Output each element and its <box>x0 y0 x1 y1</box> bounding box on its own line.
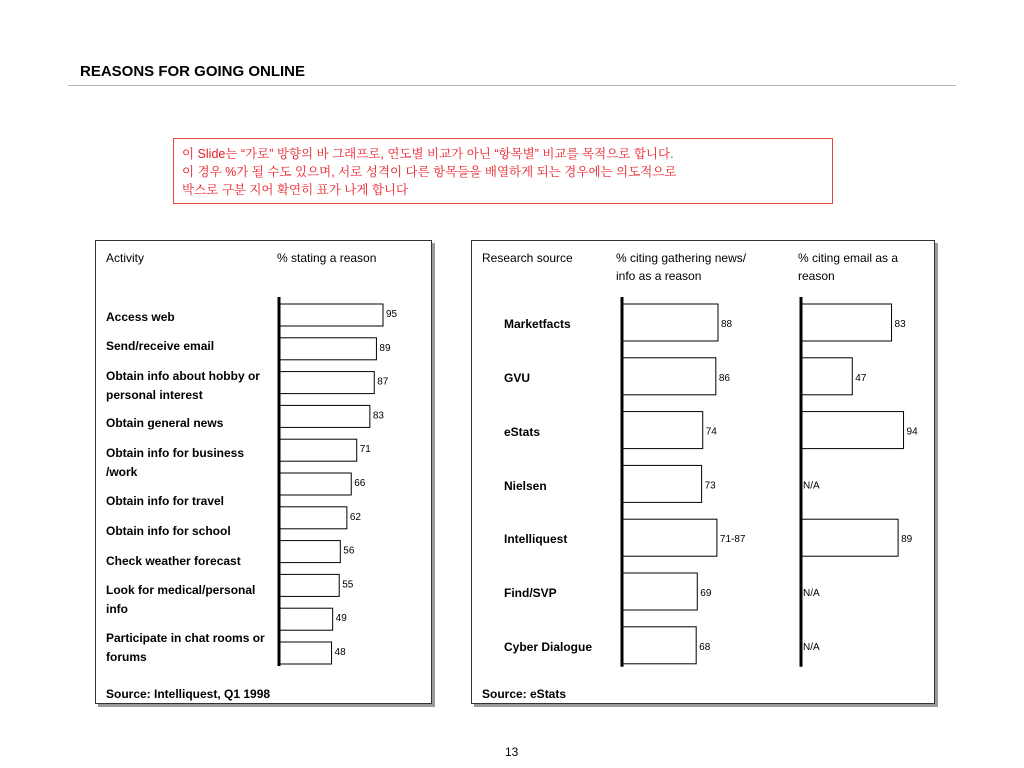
activity-bar <box>279 372 374 394</box>
email-bar <box>801 358 852 395</box>
email-bar <box>801 519 898 556</box>
page-title: REASONS FOR GOING ONLINE <box>80 63 306 80</box>
source-label: Intelliquest <box>504 532 568 546</box>
category-label: Obtain info for business /work <box>106 446 245 479</box>
page-number: 13 <box>505 745 519 759</box>
source-label: GVU <box>504 371 531 385</box>
research-source-chart-panel <box>471 240 935 704</box>
activity-bar <box>279 473 351 495</box>
email-bar <box>801 412 904 449</box>
news-value-label: 71-87 <box>719 534 746 546</box>
activity-bar <box>279 439 357 461</box>
news-bar <box>622 465 702 502</box>
source-label: Marketfacts <box>504 317 571 331</box>
category-label: Obtain general news <box>106 416 224 430</box>
activity-bar <box>279 574 339 596</box>
category-label: Check weather forecast <box>106 554 241 568</box>
research-source-column-header: Research source <box>482 251 573 265</box>
news-column-header-line: info as a reason <box>616 269 702 283</box>
activity-value-label: 62 <box>349 511 361 523</box>
category-label: Access web <box>106 310 175 324</box>
activity-bar <box>279 541 340 563</box>
category-label: Send/receive email <box>106 339 215 353</box>
news-column-header-line: % citing gathering news/ <box>616 251 747 265</box>
activity-bar <box>279 304 383 326</box>
email-value-label: 89 <box>901 534 913 546</box>
news-value-label: 86 <box>718 372 730 384</box>
email-column-header-line: reason <box>798 269 835 283</box>
activity-column-header: Activity <box>106 251 145 265</box>
activity-bar <box>279 642 332 664</box>
news-bar <box>622 627 696 664</box>
source-label: Find/SVP <box>504 586 557 600</box>
activity-bar <box>279 507 347 529</box>
category-label: Look for medical/personal info <box>106 583 256 616</box>
email-column-header-line: % citing email as a <box>798 251 899 265</box>
news-bar <box>622 573 697 610</box>
activity-value-label: 71 <box>359 444 371 456</box>
email-value-label: 47 <box>855 372 867 384</box>
annotation-box <box>173 138 833 204</box>
news-value-label: 88 <box>721 319 733 330</box>
news-bar <box>622 304 718 341</box>
source-label: eStats <box>504 425 541 439</box>
activity-value-label: 95 <box>386 309 398 320</box>
news-value-label: 68 <box>699 641 711 653</box>
activity-chart-panel <box>95 240 432 704</box>
percent-column-header: % stating a reason <box>277 251 377 265</box>
source-note: Source: eStats <box>482 687 567 701</box>
activity-value-label: 66 <box>354 478 366 489</box>
news-bar <box>622 519 717 556</box>
email-value-label: N/A <box>803 480 820 492</box>
activity-bar <box>279 338 376 360</box>
annotation-line: 이 Slide는 “가로” 방향의 바 그래프로, 연도별 비교가 아닌 “항목별” 비교를 목적으로 합니다. <box>182 147 674 161</box>
news-bar <box>622 412 703 449</box>
source-label: Cyber Dialogue <box>504 640 593 654</box>
category-label: Obtain info for school <box>106 524 231 538</box>
activity-value-label: 48 <box>334 647 346 658</box>
activity-value-label: 55 <box>342 579 354 591</box>
source-note: Source: Intelliquest, Q1 1998 <box>106 687 271 701</box>
news-value-label: 74 <box>705 426 717 438</box>
news-value-label: 73 <box>704 480 716 492</box>
activity-value-label: 49 <box>335 613 347 625</box>
email-bar <box>801 304 892 341</box>
source-label: Nielsen <box>504 479 547 493</box>
category-label: Obtain info about hobby or personal interest <box>106 369 260 402</box>
annotation-line: 이 경우 %가 될 수도 있으며, 서로 성격이 다른 항목들을 배열하게 되는 경우에는 의도적으로 <box>182 165 677 179</box>
email-value-label: N/A <box>803 641 820 653</box>
activity-value-label: 87 <box>377 376 389 388</box>
activity-bar <box>279 405 370 427</box>
email-value-label: N/A <box>803 588 820 599</box>
title-divider <box>68 85 956 86</box>
news-value-label: 69 <box>700 588 712 599</box>
category-label: Obtain info for travel <box>106 494 225 508</box>
activity-bar-chart <box>96 241 431 703</box>
annotation-line: 박스로 구분 지어 확연히 표가 나게 합니다 <box>182 183 409 197</box>
category-label: Participate in chat rooms or forums <box>106 631 265 664</box>
activity-value-label: 89 <box>379 342 391 354</box>
research-source-bar-chart <box>472 241 934 703</box>
activity-bar <box>279 608 333 630</box>
news-bar <box>622 358 716 395</box>
email-value-label: 83 <box>894 319 906 330</box>
email-value-label: 94 <box>906 426 918 438</box>
activity-value-label: 83 <box>372 410 384 422</box>
activity-value-label: 56 <box>343 545 355 557</box>
